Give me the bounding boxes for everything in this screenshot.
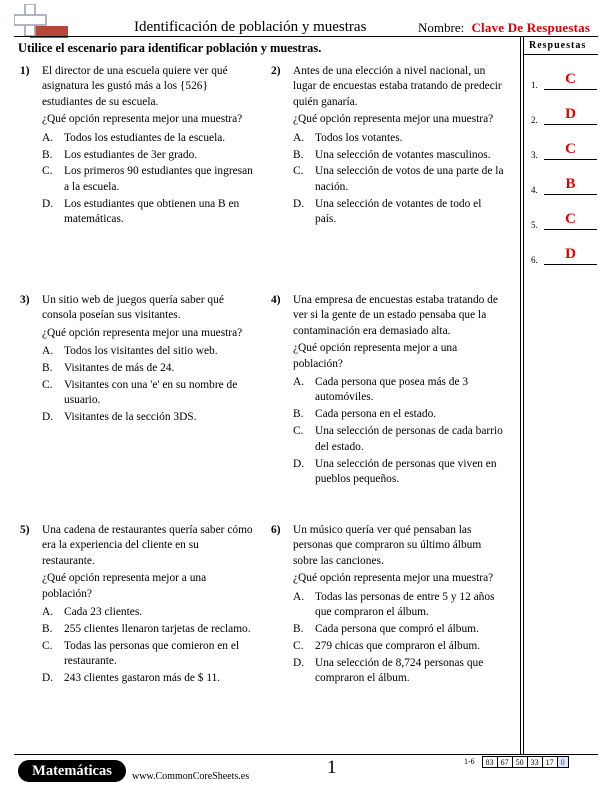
instructions: Utilice el escenario para identificar población y muestras. [18,41,322,55]
option-text: Una selección de personas de cada barrio del estado. [315,425,503,453]
question-prompt: ¿Qué opción representa mejor una muestra? [42,113,243,126]
answer-value: C [565,211,576,227]
question-3 [20,293,254,427]
name-field [418,20,590,36]
option-letter: A. [293,590,305,603]
option-text: Cada persona en el estado. [315,408,437,421]
answer-blank [544,264,597,265]
question-prompt: ¿Qué opción representa mejor una muestra? [293,113,494,126]
brand-badge: Matemáticas [18,760,126,782]
answer-number: 6. [531,255,538,265]
question-text: Una cadena de restaurantes quería saber cómo era la experiencia del cliente en su restaurante. [42,524,253,567]
option-letter: D. [42,672,54,685]
answer-option [42,197,254,228]
option-letter: A. [42,606,54,619]
option-text: Cada persona que compró el álbum. [315,622,479,635]
question-text: Antes de una elección a nivel nacional, un lugar de encuestas estaba tratando de predecir quién ganaría. [293,65,502,108]
answer-number: 3. [531,150,538,160]
answers-heading-rule [524,54,598,55]
answer-option [293,639,505,654]
answer-blank [544,229,597,230]
option-text: Todos los votantes. [315,131,403,144]
option-letter: D. [293,457,305,470]
option-letter: A. [42,131,54,144]
option-text: Los primeros 90 estudiantes que ingresan a la escuela. [64,165,253,193]
answer-number: 1. [531,80,538,90]
score-cell: 33 [527,756,543,768]
score-cell: 0 [557,756,569,768]
option-text: Una selección de votantes masculinos. [315,148,491,161]
name-value: Clave De Respuestas [471,20,591,35]
answer-value: D [565,246,576,262]
answer-option [42,131,254,146]
answer-option [293,131,505,146]
site-url: www.CommonCoreSheets.es [132,771,250,782]
name-label: Nombre: [418,20,465,35]
answer-blank [544,89,597,90]
question-5 [20,523,254,688]
page-number: 1 [327,757,337,778]
footer-divider [14,754,598,755]
option-letter: B. [42,622,53,635]
answer-number: 2. [531,115,538,125]
option-text: Los estudiantes que obtienen una B en matemáticas. [64,197,240,226]
option-letter: B. [42,148,53,161]
answer-option [293,407,505,422]
option-text: 279 chicas que compraron el álbum. [315,639,481,652]
score-cell: 83 [482,756,498,768]
answer-line [531,105,597,125]
question-prompt: ¿Qué opción representa mejor una muestra? [293,572,494,585]
answer-line [531,70,597,90]
question-number: 1) [20,65,30,77]
option-text: Los estudiantes de 3er grado. [64,148,198,161]
answer-blank [544,159,597,160]
option-letter: B. [42,362,53,375]
answer-line [531,245,597,265]
option-letter: C. [293,165,304,178]
answer-option [293,424,505,455]
option-letter: D. [293,197,305,210]
option-text: Cada 23 clientes. [64,606,143,619]
answer-option [42,671,254,686]
question-4 [271,293,505,489]
plus-logo-icon [14,4,72,40]
option-text: 255 clientes llenaron tarjetas de reclamo. [64,622,251,635]
answer-option [293,375,505,406]
question-text: El director de una escuela quiere ver qué asignatura les gustó más a los {526} estudiantes de su escuela. [42,65,228,108]
question-prompt: ¿Qué opción representa mejor a una población? [42,572,207,600]
option-letter: C. [42,379,53,392]
question-2 [271,64,505,229]
answer-blank [544,194,597,195]
answer-option [293,164,505,195]
option-text: 243 clientes gastaron más de $ 11. [64,672,221,685]
answer-option [42,361,254,376]
answer-value: B [565,176,576,192]
question-number: 2) [271,65,281,77]
answers-heading: Respuestas [529,40,587,51]
question-text: Un sitio web de juegos quería saber qué consola poseían sus visitantes. [42,294,224,322]
option-letter: B. [293,148,304,161]
answer-option [293,148,505,163]
option-letter: D. [293,656,305,669]
option-letter: A. [42,345,54,358]
header-divider [14,36,598,37]
answer-value: C [565,141,576,157]
option-text: Visitantes de la sección 3DS. [64,411,197,424]
answer-option [42,344,254,359]
answer-option [293,622,505,637]
answer-value: D [565,106,576,122]
question-text: Una empresa de encuestas estaba tratando de ver si la gente de un estado pensaba que la contaminación era demasiado alta. [293,294,498,337]
answer-number: 4. [531,185,538,195]
question-prompt: ¿Qué opción representa mejor una muestra? [42,326,243,339]
option-text: Todos los estudiantes de la escuela. [64,131,226,144]
answer-option [293,656,505,687]
option-text: Todos los visitantes del sitio web. [64,345,218,358]
score-range-label: 1-6 [464,757,475,766]
option-letter: C. [293,639,304,652]
answer-option [42,605,254,620]
option-letter: B. [293,622,304,635]
answer-option [293,457,505,488]
question-text: Un músico quería ver qué pensaban las personas que compraron su último álbum sobre las canciones. [293,524,482,567]
page-title: Identificación de población y muestras [134,19,367,35]
score-cell: 17 [542,756,558,768]
question-number: 3) [20,294,30,306]
answer-option [42,164,254,195]
score-table [462,756,569,768]
answer-option [293,197,505,228]
question-prompt: ¿Qué opción representa mejor a una población? [293,342,458,370]
answer-line [531,140,597,160]
question-number: 6) [271,524,281,536]
option-letter: D. [42,411,54,424]
option-text: Una selección de votantes de todo el país. [315,197,482,226]
question-6 [271,523,505,688]
option-letter: C. [42,639,53,652]
answer-line [531,210,597,230]
option-text: Una selección de 8,724 personas que compraron el álbum. [315,656,484,685]
answer-option [42,378,254,409]
answer-option [42,622,254,637]
option-letter: A. [293,376,305,389]
option-text: Todas las personas que comieron en el restaurante. [64,639,240,668]
question-number: 4) [271,294,281,306]
question-number: 5) [20,524,30,536]
option-letter: C. [42,165,53,178]
answer-line [531,175,597,195]
answer-blank [544,124,597,125]
answer-number: 5. [531,220,538,230]
option-letter: B. [293,408,304,421]
question-1 [20,64,254,229]
option-letter: A. [293,131,305,144]
option-text: Una selección de personas que viven en pueblos pequeños. [315,457,497,485]
answer-option [42,148,254,163]
option-text: Una selección de votos de una parte de la nación. [315,165,504,193]
option-text: Todas las personas de entre 5 y 12 años que compraron el álbum. [315,590,495,619]
score-cell: 67 [497,756,513,768]
option-text: Cada persona que posea más de 3 automóviles. [315,376,469,404]
answer-value: C [565,71,576,87]
option-letter: C. [293,425,304,438]
option-text: Visitantes de más de 24. [64,362,175,375]
score-cell: 50 [512,756,528,768]
option-letter: D. [42,197,54,210]
answer-option [42,410,254,425]
option-text: Visitantes con una 'e' en su nombre de usuario. [64,379,238,407]
answer-option [42,639,254,670]
answer-option [293,590,505,621]
answers-column-divider [520,36,524,754]
